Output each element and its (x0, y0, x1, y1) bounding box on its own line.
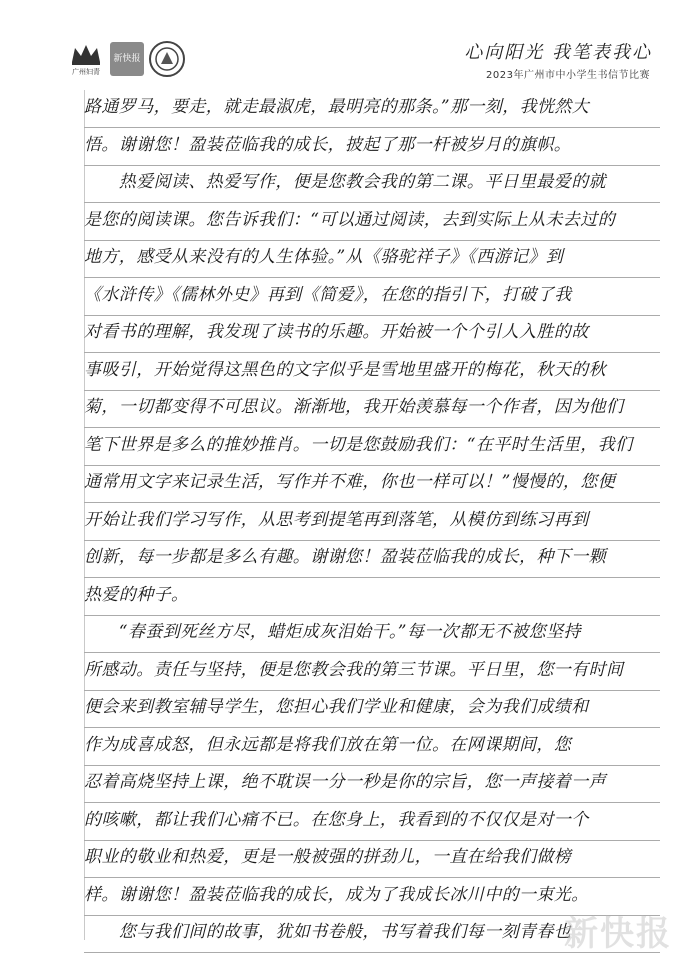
letter-line: 热爱阅读、热爱写作，便是您教会我的第二课。平日里最爱的就 (84, 163, 660, 203)
letter-line: 开始让我们学习写作，从思考到提笔再到落笔，从模仿到练习再到 (84, 501, 660, 541)
fuqing-logo (66, 42, 106, 77)
letter-line: 所感动。责任与坚持，便是您教会我的第三节课。平日里，您一有时间 (84, 651, 660, 691)
xinkuaibao-logo: 新快报 (110, 42, 144, 76)
letter-line: 您与我们间的故事，犹如书卷般，书写着我们每一刻青春也 (84, 913, 660, 953)
letter-line: 对看书的理解，我发现了读书的乐趣。开始被一个个引人入胜的故 (84, 313, 660, 353)
letter-line: 职业的敬业和热爱，更是一般被强的拼劲儿，一直在给我们做榜 (84, 838, 660, 878)
letter-line: 作为成喜成怒，但永远都是将我们放在第一位。在网课期间，您 (84, 726, 660, 766)
letter-line: 菊，一切都变得不可思议。渐渐地，我开始羡慕每一个作者，因为他们 (84, 388, 660, 428)
letter-line: 创新，每一步都是多么有趣。谢谢您！盈装莅临我的成长，种下一颗 (84, 538, 660, 578)
letter-line: 事吸引，开始觉得这黑色的文字似乎是雪地里盛开的梅花，秋天的秋 (84, 351, 660, 391)
crown-icon (69, 42, 103, 66)
slogan: 心向阳光 我笔表我心 (464, 42, 652, 63)
letter-line: 样。谢谢您！盈装莅临我的成长，成为了我成长冰川中的一束光。 (84, 876, 660, 916)
letter-line: 是您的阅读课。您告诉我们：“可以通过阅读，去到实际上从未去过的 (84, 201, 660, 241)
letter-line: 《水浒传》《儒林外史》再到《简爱》，在您的指引下，打破了我 (84, 276, 660, 316)
letter-line: 通常用文字来记录生活，写作并不难，你也一样可以！”慢慢的，您便 (84, 463, 660, 503)
letter-line: 地方，感受从来没有的人生体验。”从《骆驼祥子》《西游记》到 (84, 238, 660, 278)
contest-title: 2023年广州市中小学生书信节比赛 (486, 70, 650, 81)
logo-caption: 广州妇青 (72, 68, 100, 76)
letter-line: 热爱的种子。 (84, 576, 660, 616)
letter-line: 的咳嗽，都让我们心痛不已。在您身上，我看到的不仅仅是对一个 (84, 801, 660, 841)
letter-line: 路通罗马，要走，就走最淑虎，最明亮的那条。”那一刻，我恍然大 (84, 88, 660, 128)
school-seal-icon (148, 40, 186, 78)
watermark: 新快报 (564, 914, 672, 954)
letter-line: 忍着高烧坚持上课，绝不耽误一分一秒是你的宗旨，您一声接着一声 (84, 763, 660, 803)
letter-line: 悟。谢谢您！盈装莅临我的成长，披起了那一杆被岁月的旗帜。 (84, 126, 660, 166)
letter-line: “春蚕到死丝方尽，蜡炬成灰泪始干。”每一次都无不被您坚持 (84, 613, 660, 653)
letter-line: 便会来到教室辅导学生，您担心我们学业和健康，会为我们成绩和 (84, 688, 660, 728)
letter-body (84, 90, 660, 945)
letter-line: 笔下世界是多么的推妙推肖。一切是您鼓励我们：“在平时生活里，我们 (84, 426, 660, 466)
page-header (0, 0, 690, 90)
